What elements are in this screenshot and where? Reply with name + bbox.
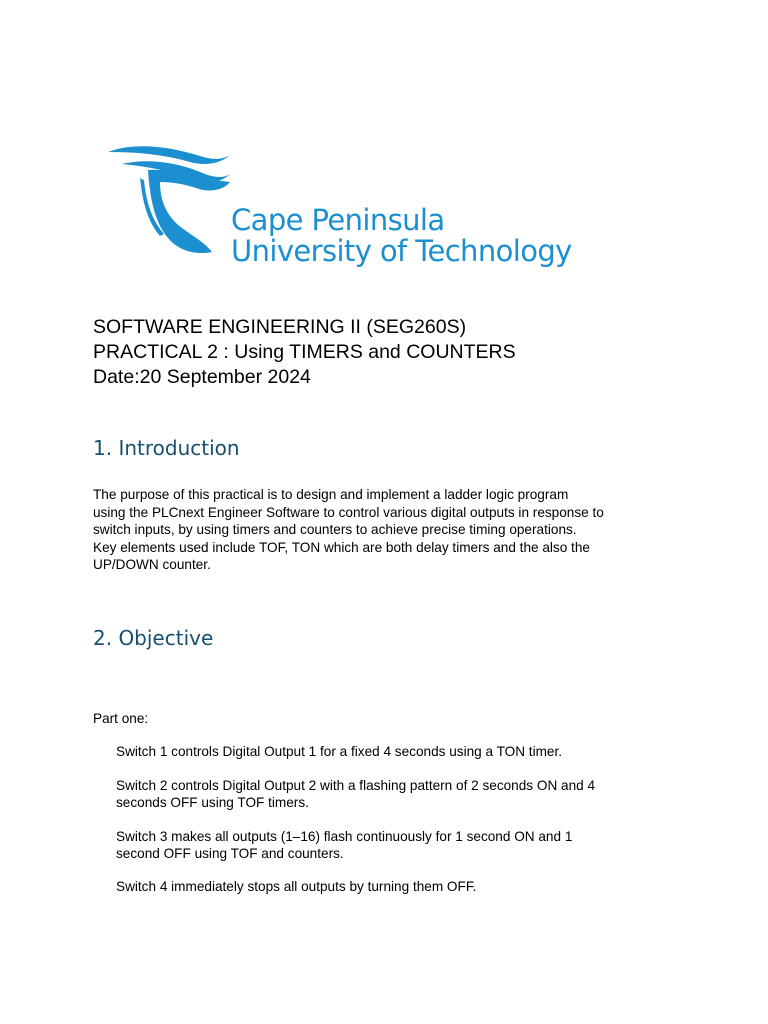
introduction-line: UP/DOWN counter. (93, 557, 211, 572)
objective-item-line: Switch 4 immediately stops all outputs by turning them OFF. (116, 879, 477, 894)
course-title: SOFTWARE ENGINEERING II (SEG260S) (93, 316, 467, 338)
objective-item-switch-1 (116, 743, 562, 760)
document-header (93, 315, 516, 390)
introduction-line: The purpose of this practical is to design and implement a ladder logic program (93, 487, 569, 502)
introduction-line: using the PLCnext Engineer Software to control various digital outputs in response to (93, 504, 604, 520)
practical-date: Date:20 September 2024 (93, 366, 311, 388)
university-logo (100, 120, 600, 280)
university-name (231, 205, 572, 267)
objective-item-line: seconds OFF using TOF timers. (116, 795, 309, 810)
university-name-line1: Cape Peninsula (231, 203, 445, 237)
university-emblem-icon (100, 120, 230, 280)
objective-item-switch-3 (116, 828, 572, 862)
objective-item-line: Switch 3 makes all outputs (1–16) flash continuously for 1 second ON and 1 (116, 829, 573, 844)
practical-title: PRACTICAL 2 : Using TIMERS and COUNTERS (93, 341, 516, 363)
objective-item-line: second OFF using TOF and counters. (116, 846, 344, 861)
introduction-line: Key elements used include TOF, TON which are both delay timers and the also the (93, 539, 590, 555)
university-name-line2: University of Technology (231, 234, 572, 268)
introduction-paragraph (93, 486, 713, 574)
objective-item-switch-4 (116, 878, 476, 895)
objective-item-switch-2 (116, 777, 595, 811)
objective-item-line: Switch 2 controls Digital Output 2 with a flashing pattern of 2 seconds ON and 4 (116, 778, 596, 793)
objective-heading: 2. Objective (93, 626, 214, 650)
objective-item-line: Switch 1 controls Digital Output 1 for a fixed 4 seconds using a TON timer. (116, 744, 563, 759)
introduction-line: switch inputs, by using timers and counters to achieve precise timing operations. (93, 522, 577, 537)
introduction-heading: 1. Introduction (93, 436, 240, 460)
part-one-label: Part one: (93, 711, 149, 726)
